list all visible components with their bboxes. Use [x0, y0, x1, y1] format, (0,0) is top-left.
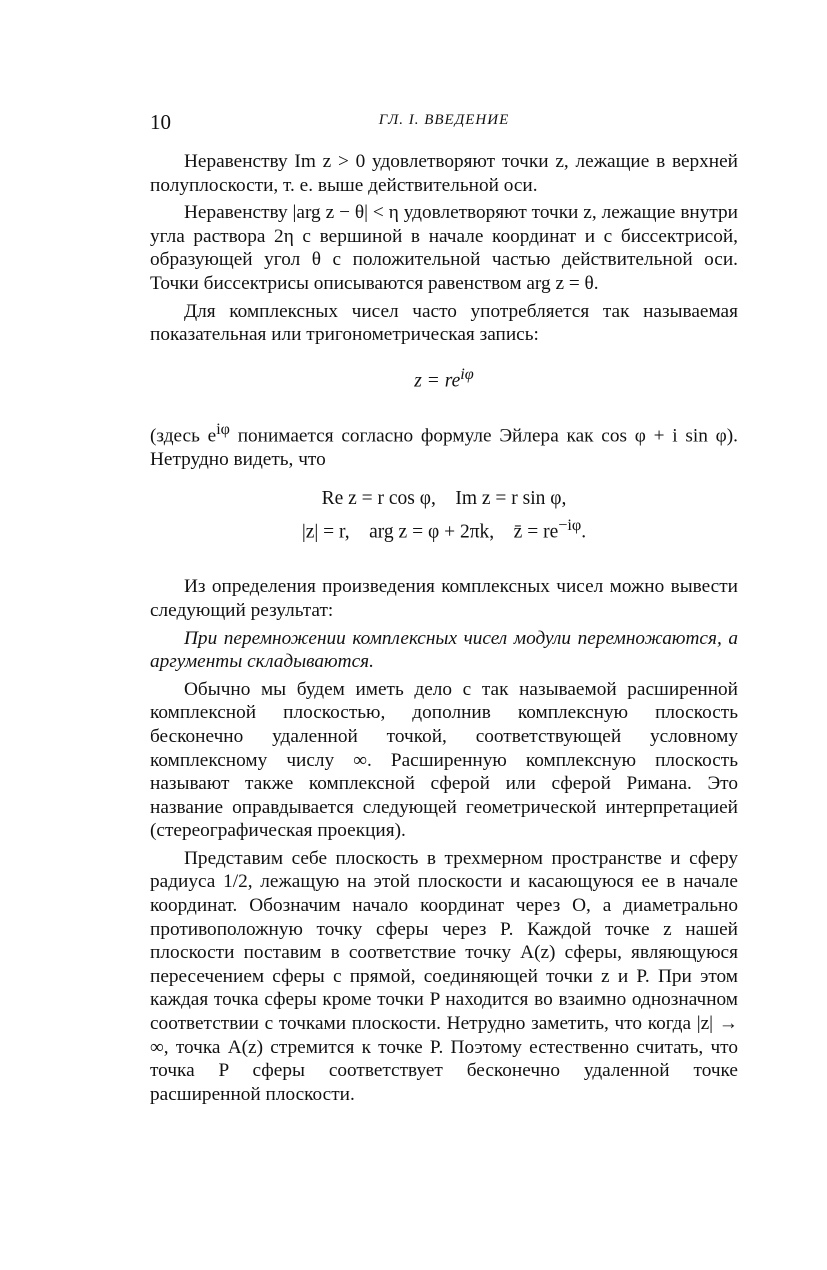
paragraph-euler-formula [150, 418, 738, 472]
euler-exponent: iφ [216, 421, 230, 439]
paragraph-extended-plane: Обычно мы будем иметь дело с так называемой расширенной комплексной плоскостью, дополнив комплексную плоскость бесконечно удаленной точкой, соответствующей условному комплексному числу ∞. Расширенную комплексную плоскость называют также комплексной сферой или сферой Римана. Это название оправдывается следующей геометрической интерпретацией (стереографическая проекция). [150, 678, 738, 842]
paragraph-stereographic-projection: Представим себе плоскость в трехмерном пространстве и сферу радиуса 1/2, лежащую на этой плоскости и касающуюся ее в начале координат. Обозначим начало координат через O, а диаметрально противоположную точку сферы через P. Каждой точке z нашей плоскости поставим в соответствие точку A(z) сферы, являющуюся пересечением сферы с прямой, соединяющей точки z и P. При этом каждая точка сферы кроме точки P находится во взаимно однозначном соответствии с точками плоскости. Нетрудно заметить, что когда |z| → ∞, точка A(z) стремится к точке P. Поэтому естественно считать, что точка P сферы соответствует бесконечно удаленной точке расширенной плоскости. [150, 847, 738, 1105]
formula-line-modulus-arg [150, 512, 738, 546]
paragraph-upper-half-plane: Неравенству Im z > 0 удовлетворяют точки z, лежащие в верхней полуплоскости, т. е. выше действительной оси. [150, 151, 738, 196]
formula-exponential [150, 365, 738, 393]
running-header [150, 110, 738, 138]
book-page [150, 110, 738, 1106]
euler-text-end: понимается согласно формуле Эйлера как cos φ + i sin φ). Нетрудно видеть, что [150, 425, 738, 471]
formula-polar-relations [150, 486, 738, 546]
formula-line-re-im: Re z = r cos φ, Im z = r sin φ, [321, 487, 567, 509]
page-number: 10 [150, 110, 171, 134]
paragraph-product-definition: Из определения произведения комплексных чисел можно вывести следующий результат: [150, 576, 738, 621]
paragraph-angle-inequality: Неравенству |arg z − θ| < η удовлетворяют точки z, лежащие внутри угла раствора 2η с вершиной в начале координат и с биссектрисой, образующей угол θ с положительной частью действительной оси. Точки биссектрисы описываются равенством arg z = θ. [150, 202, 738, 294]
chapter-title: ГЛ. I. ВВЕДЕНИЕ [378, 112, 510, 128]
formula-line-conj-exponent: −iφ [558, 515, 582, 534]
formula-exponential-exponent: iφ [460, 364, 474, 383]
euler-text-start: (здесь e [150, 425, 217, 447]
paragraph-exponential-form: Для комплексных чисел часто употребляется так называемая показательная или тригонометрическая запись: [150, 300, 738, 346]
paragraph-theorem-multiplication: При перемножении комплексных чисел модули перемножаются, а аргументы складываются. [150, 627, 738, 673]
formula-line-modulus-arg-text: |z| = r, arg z = φ + 2πk, z̄ = re [301, 521, 559, 543]
formula-exponential-base: z = re [414, 370, 461, 392]
formula-line-end: . [581, 521, 587, 543]
